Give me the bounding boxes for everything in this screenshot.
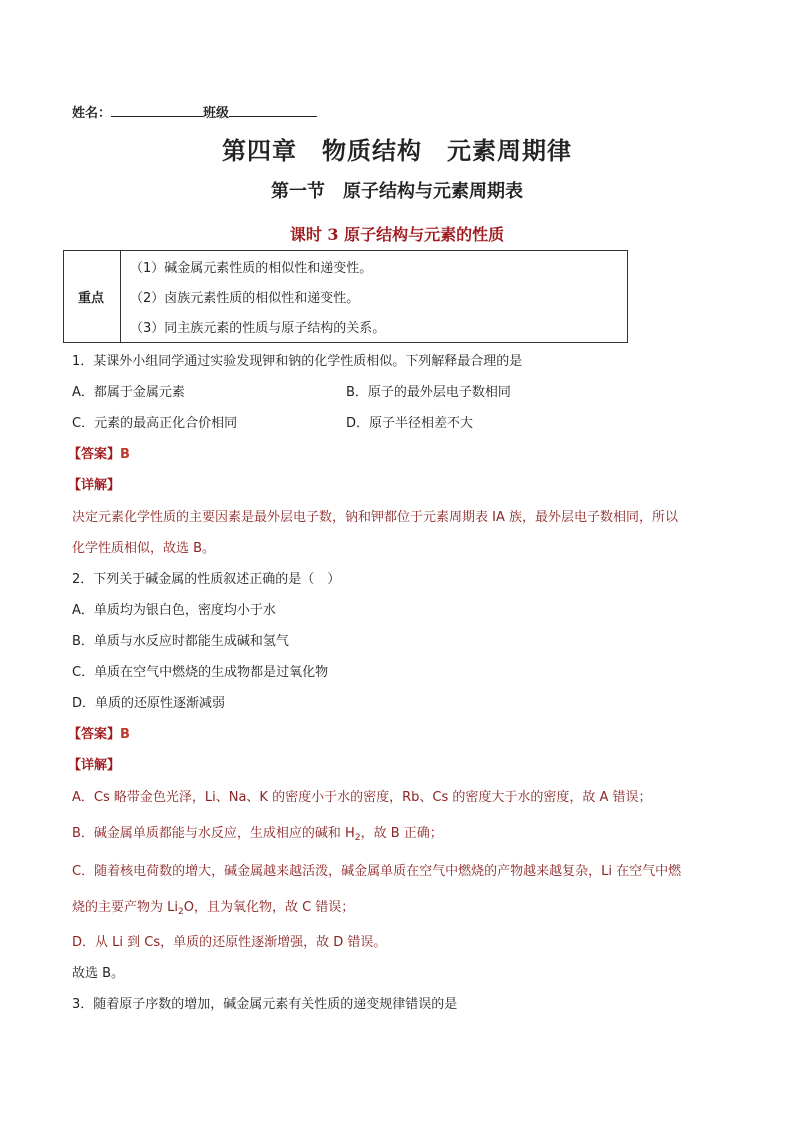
- q2-detail-c2-text: 烧的主要产物为 Li: [72, 900, 178, 915]
- key-point-item: （2）卤族元素性质的相似性和递变性。: [130, 291, 360, 306]
- q2-detail-label: 【详解】: [68, 758, 121, 773]
- q3-stem: 3．随着原子序数的增加，碱金属元素有关性质的递变规律错误的是: [72, 997, 458, 1012]
- q1-detail-label: 【详解】: [68, 478, 121, 493]
- name-blank[interactable]: [111, 104, 203, 117]
- class-label: 班级: [203, 106, 230, 121]
- lesson-name: 原子结构与元素的性质: [344, 225, 505, 244]
- name-label: 姓名：: [72, 106, 112, 121]
- lesson-number: 3: [327, 225, 339, 244]
- q2-conclusion: 故选 B。: [72, 966, 125, 981]
- q2-option-d: D．单质的还原性逐渐减弱: [72, 696, 226, 711]
- q2-option-c: C．单质在空气中燃烧的生成物都是过氧化物: [72, 665, 329, 680]
- q2-answer-label: 【答案】: [68, 727, 121, 742]
- q2-option-a: A．单质均为银白色，密度均小于水: [72, 603, 276, 618]
- subscript: 2: [178, 907, 184, 917]
- q1-option-c: C．元素的最高正化合价相同: [72, 416, 238, 431]
- q2-answer: [68, 727, 130, 743]
- q2-detail-d: D．从 Li 到 Cs，单质的还原性逐渐增强，故 D 错误。: [72, 935, 387, 950]
- class-blank[interactable]: [229, 104, 317, 117]
- q2-answer-value: B: [120, 727, 130, 742]
- q1-answer-value: B: [120, 447, 130, 462]
- key-point-item: （1）碱金属元素性质的相似性和递变性。: [130, 261, 373, 276]
- q2-detail-b-tail: ，故 B 正确；: [360, 826, 443, 841]
- q1-stem: 1．某课外小组同学通过实验发现钾和钠的化学性质相似。下列解释最合理的是: [72, 354, 523, 369]
- key-points-divider: [120, 251, 121, 342]
- lesson-prefix: 课时: [289, 225, 322, 244]
- q2-detail-c1: C．随着核电荷数的增大，碱金属越来越活泼，碱金属单质在空气中燃烧的产物越来越复杂，Li 在空气中燃: [72, 864, 682, 879]
- section-title: 第一节 原子结构与元素周期表: [271, 181, 523, 202]
- q1-answer-label: 【答案】: [68, 447, 121, 462]
- q1-answer: [68, 447, 130, 463]
- q1-option-b: B．原子的最外层电子数相同: [346, 385, 511, 400]
- q2-detail-b-text: B．碱金属单质都能与水反应，生成相应的碱和 H: [72, 826, 355, 841]
- name-class-line: [72, 104, 317, 122]
- q2-detail-a: A．Cs 略带金色光泽，Li、Na、K 的密度小于水的密度，Rb、Cs 的密度大于水的密度，故 A 错误；: [72, 790, 652, 805]
- chapter-title: 第四章 物质结构 元素周期律: [222, 137, 572, 165]
- q1-detail-line: 决定元素化学性质的主要因素是最外层电子数，钠和钾都位于元素周期表 IA 族，最外层电子数相同，所以: [72, 510, 678, 525]
- q2-stem: 2．下列关于碱金属的性质叙述正确的是（ ）: [72, 572, 341, 587]
- q2-option-b: B．单质与水反应时都能生成碱和氢气: [72, 634, 289, 649]
- q2-detail-c2-tail: O，且为氧化物，故 C 错误；: [183, 900, 355, 915]
- key-point-item: （3）同主族元素的性质与原子结构的关系。: [130, 321, 386, 336]
- q2-detail-b: [72, 826, 443, 846]
- q2-detail-c2: [72, 900, 354, 920]
- subscript: 2: [354, 833, 361, 843]
- key-points-label: 重点: [78, 291, 105, 306]
- lesson-title: [0, 222, 794, 245]
- q1-detail-line: 化学性质相似，故选 B。: [72, 541, 216, 556]
- key-points-box: [63, 250, 628, 343]
- q1-option-a: A．都属于金属元素: [72, 385, 185, 400]
- q1-option-d: D．原子半径相差不大: [346, 416, 474, 431]
